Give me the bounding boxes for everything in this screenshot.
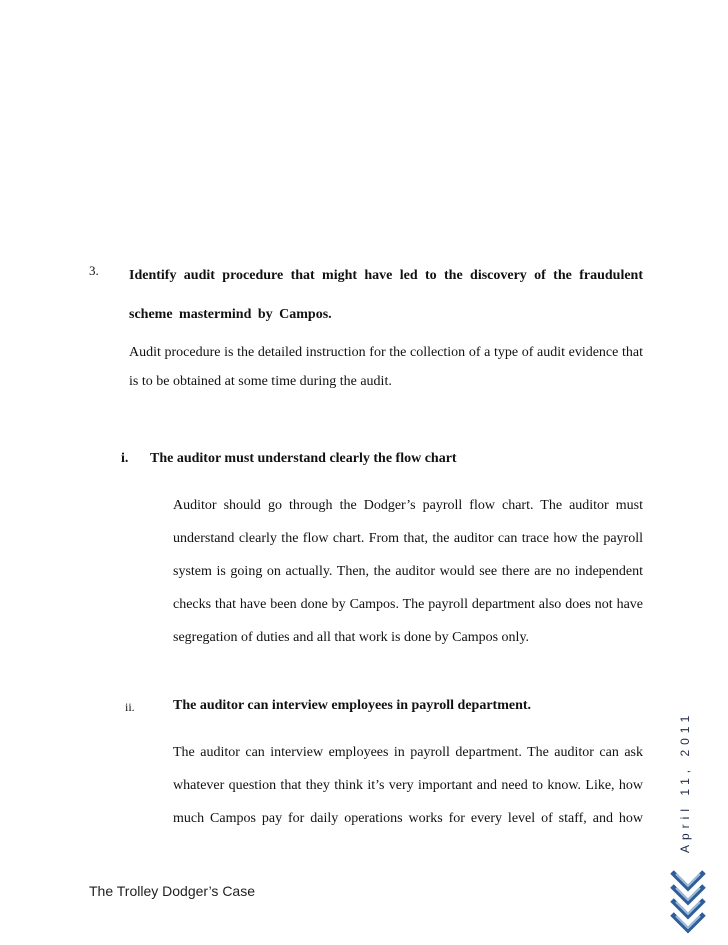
section-2-number: ii. xyxy=(125,700,135,714)
question-number: 3. xyxy=(89,263,99,278)
footer-title: The Trolley Dodger’s Case xyxy=(89,883,256,899)
section-1-title: The auditor must understand clearly the flow chart xyxy=(150,451,457,466)
question-text: Identify audit procedure that might have led to the discovery of the fraudulent scheme mastermind by Campos. xyxy=(129,268,643,322)
intro-paragraph: Audit procedure is the detailed instruction for the collection of a type of audit evidence that is to be obtained at some time during the audit. xyxy=(129,345,643,389)
section-2-body: The auditor can interview employees in payroll department. The auditor can ask whatever question that they think it’s very important and need to know. Like, how much Campos pay for daily operations works for every level of staff, and how xyxy=(173,745,643,826)
footer-date: April 11, 2011 xyxy=(678,710,692,853)
section-1-body: Auditor should go through the Dodger’s payroll flow chart. The auditor must understand clearly the flow chart. From that, the auditor can trace how the payroll system is going on actually. Then, the auditor would see there are no independent checks that have been done by Campos. The payroll department also does not have segregation of duties and all that work is done by Campos only. xyxy=(173,498,643,645)
chevron-stack-icon xyxy=(668,868,708,945)
section-2-title: The auditor can interview employees in payroll department. xyxy=(173,698,532,713)
section-1-number: i. xyxy=(121,451,129,466)
